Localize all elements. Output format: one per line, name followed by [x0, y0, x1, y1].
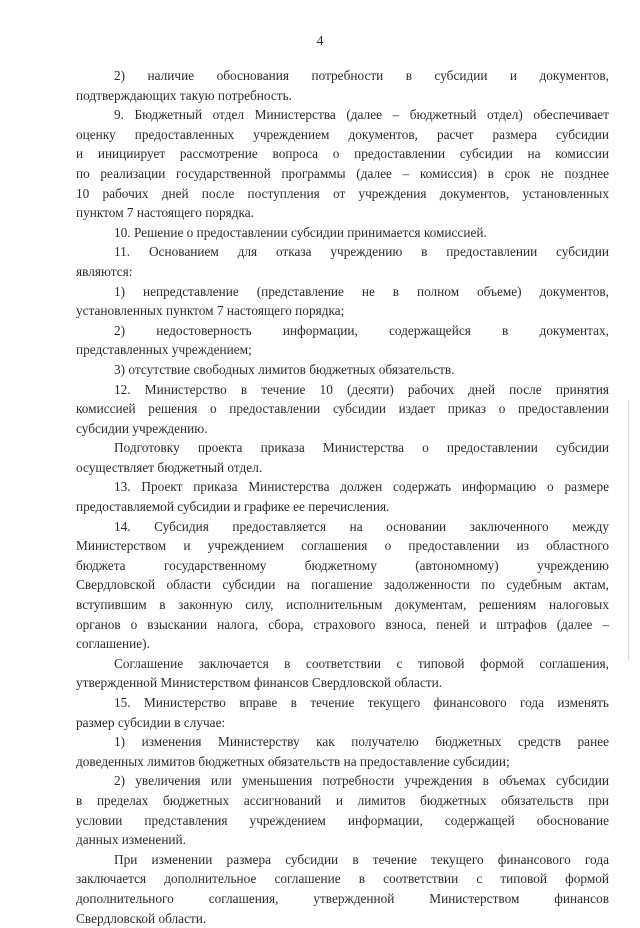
text-line: 12. Министерство в течение 10 (десяти) рабочих дней после принятия	[114, 381, 609, 397]
text-line: комиссией решения о предоставлении субсидии издает приказ о предоставлении	[76, 401, 609, 417]
text-line: 3) отсутствие свободных лимитов бюджетных обязательств.	[114, 361, 455, 377]
paragraph-p9	[76, 105, 609, 223]
text-line: вступившим в законную силу, исполнительным документам, решениям налоговых	[76, 597, 609, 613]
text-line: и инициирует рассмотрение вопроса о предоставлении субсидии на комиссии	[76, 146, 609, 162]
text-line: осуществляет бюджетный отдел.	[76, 459, 263, 475]
paragraph-p2-item2	[76, 66, 609, 105]
paragraph-p15	[76, 693, 609, 732]
text-line: доведенных лимитов бюджетных обязательств на предоставление субсидии;	[76, 753, 510, 769]
text-line: 14. Субсидия предоставляется на основании заключенного между	[114, 518, 609, 534]
paragraph-p11-3	[76, 360, 609, 380]
text-line: заключается дополнительное соглашение в соответствии с типовой формой	[76, 871, 609, 887]
text-line: 13. Проект приказа Министерства должен содержать информацию о размере	[114, 479, 609, 495]
text-line: предоставляемой субсидии и графике ее перечисления.	[76, 499, 390, 515]
text-line: 10. Решение о предоставлении субсидии принимается комиссией.	[114, 224, 487, 240]
text-line: данных изменений.	[76, 832, 186, 848]
text-line: 2) увеличения или уменьшения потребности учреждения в объемах субсидии	[114, 773, 609, 789]
paragraph-p15-2	[76, 771, 609, 849]
text-line: 15. Министерство вправе в течение текущего финансового года изменять	[114, 695, 609, 710]
text-line: дополнительного соглашения, утвержденной Министерством финансов	[76, 890, 609, 906]
document-body	[76, 66, 609, 928]
text-line: в пределах бюджетных ассигнований и лимитов бюджетных обязательств при	[76, 792, 609, 808]
text-line: Министерством и учреждением соглашения о предоставлении из областного	[76, 538, 609, 554]
text-line: 10 рабочих дней после поступления от учреждения документов, установленных	[76, 185, 609, 201]
scan-margin-mark	[628, 400, 629, 660]
paragraph-p15-1	[76, 732, 609, 771]
text-line: субсидии учреждению.	[76, 420, 208, 436]
text-line: 2) наличие обоснования потребности в субсидии и документов,	[114, 68, 609, 83]
paragraph-p15b	[76, 850, 609, 928]
text-line: Свердловской области субсидии на погашение задолженности по судебным актам,	[76, 577, 609, 593]
paragraph-p14	[76, 517, 609, 654]
paragraph-p11	[76, 242, 609, 281]
text-line: подтверждающих такую потребность.	[76, 87, 292, 103]
paragraph-p11-2	[76, 321, 609, 360]
paragraph-p13	[76, 477, 609, 516]
text-line: Свердловской области.	[76, 910, 207, 926]
paragraph-p10	[76, 223, 609, 243]
text-line: органов о взыскании налога, сбора, страхового взноса, пеней и штрафов (далее –	[76, 616, 609, 632]
paragraph-p14b	[76, 654, 609, 693]
text-line: представленных учреждением;	[76, 342, 252, 358]
text-line: 1) изменения Министерству как получателю бюджетных средств ранее	[114, 734, 609, 750]
text-line: оценку предоставленных учреждением документов, расчет размера субсидии	[76, 126, 609, 142]
text-line: 1) непредставление (представление не в полном объеме) документов,	[114, 283, 609, 299]
text-line: являются:	[76, 263, 133, 279]
text-line: размер субсидии в случае:	[76, 714, 226, 730]
text-line: бюджета государственному бюджетному (автономному) учреждению	[76, 557, 609, 573]
text-line: условии представления учреждением информации, содержащей обоснование	[76, 812, 609, 828]
paragraph-p11-1	[76, 282, 609, 321]
text-line: установленных пунктом 7 настоящего порядка;	[76, 303, 345, 319]
text-line: 2) недостоверность информации, содержащейся в документах,	[114, 322, 609, 338]
text-line: 11. Основанием для отказа учреждению в предоставлении субсидии	[114, 244, 609, 260]
text-line: соглашение).	[76, 636, 150, 652]
text-line: утвержденной Министерством финансов Свердловской области.	[76, 675, 443, 691]
text-line: Соглашение заключается в соответствии с типовой формой соглашения,	[114, 655, 609, 671]
paragraph-p12	[76, 380, 609, 439]
text-line: пунктом 7 настоящего порядка.	[76, 205, 254, 221]
paragraph-p12b	[76, 438, 609, 477]
text-line: При изменении размера субсидии в течение текущего финансового года	[114, 851, 609, 867]
text-line: 9. Бюджетный отдел Министерства (далее – бюджетный отдел) обеспечивает	[114, 107, 609, 123]
text-line: по реализации государственной программы (далее – комиссия) в срок не позднее	[76, 165, 609, 181]
page-number: 4	[316, 34, 324, 49]
text-line: Подготовку проекта приказа Министерства о предоставлении субсидии	[114, 440, 609, 456]
